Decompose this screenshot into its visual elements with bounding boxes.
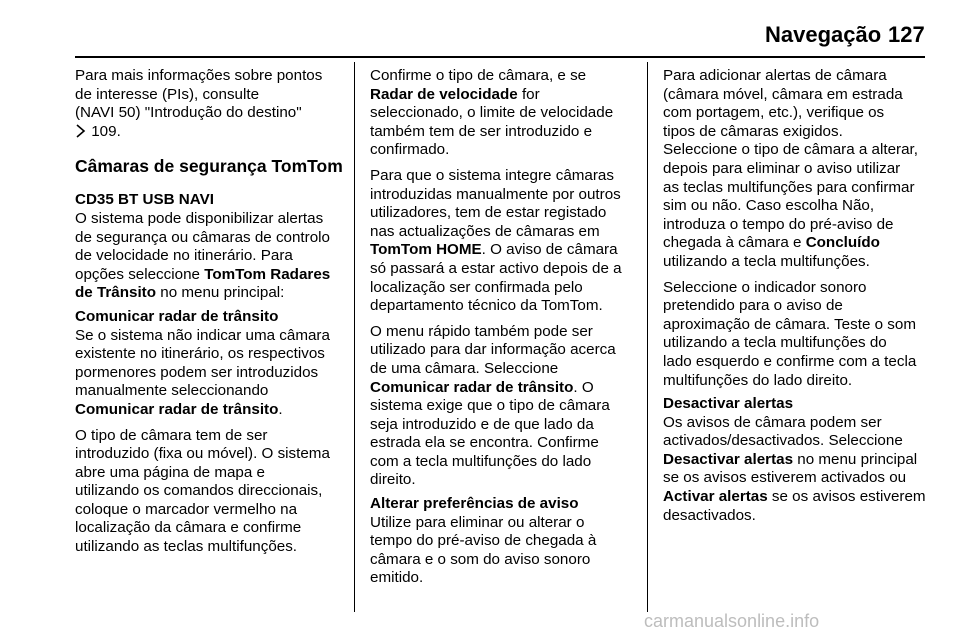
- p2-line-4: manualmente seleccionando: [75, 382, 269, 400]
- p1-line-1: Confirme o tipo de câmara, e se: [370, 67, 587, 84]
- p1-line-4: tipos de câmaras exigidos.: [663, 122, 843, 140]
- p2-line-1: Se o sistema não indicar uma câmara: [75, 326, 330, 344]
- p2-line-5: TomTom HOME. O aviso de câmara: [370, 241, 618, 259]
- p2-line-8: departamento técnico da TomTom.: [370, 297, 603, 315]
- p3-line-8: com a tecla multifunções do lado: [370, 452, 592, 470]
- p1-line-11: utilizando a tecla multifunções.: [663, 252, 870, 270]
- p2-line-5: Comunicar radar de trânsito.: [75, 400, 283, 418]
- p3-line-3: Desactivar alertas no menu principal: [663, 450, 918, 468]
- p2-line-3: utilizadores, tem de estar registado: [370, 204, 607, 222]
- model-heading: CD35 BT USB NAVI: [75, 191, 214, 209]
- intro-reference-page[interactable]: 109.: [91, 122, 121, 140]
- p2-line-2: pretendido para o aviso de: [663, 297, 843, 315]
- p4-line-1: Utilize para eliminar ou alterar o: [370, 513, 585, 531]
- p3-line-2: introduzido (fixa ou móvel). O sistema: [75, 445, 330, 463]
- section-heading: Câmaras de segurança TomTom: [75, 156, 343, 177]
- p3-line-6: localização da câmara e confirme: [75, 519, 302, 537]
- p3-line-2: utilizado para dar informação acerca: [370, 341, 616, 359]
- p3-line-5: Activar alertas se os avisos estiverem: [663, 488, 926, 506]
- p1-line-5: confirmado.: [370, 141, 450, 159]
- p1-line-1: O sistema pode disponibilizar alertas: [75, 209, 324, 227]
- p2-line-2: existente no itinerário, os respectivos: [75, 345, 325, 363]
- header-rule: [75, 56, 925, 58]
- p2-line-1: Seleccione o indicador sonoro: [663, 278, 867, 296]
- p4-line-2: tempo do pré-aviso de chegada à: [370, 532, 597, 550]
- p1-line-5: de Trânsito no menu principal:: [75, 284, 285, 302]
- column-divider-1: [354, 62, 355, 612]
- p2-line-6: só passará a estar activo depois de a: [370, 259, 622, 277]
- intro-line-1: Para mais informações sobre pontos: [75, 67, 323, 84]
- p3-line-6: seja introduzido e de que lado da: [370, 415, 594, 433]
- p1-line-9: introduza o tempo do pré-aviso de: [663, 215, 894, 233]
- p1-line-10: chegada à câmara e Concluído: [663, 234, 880, 252]
- p4-line-3: câmara e o som do aviso sonoro: [370, 550, 591, 568]
- p3-line-9: direito.: [370, 471, 416, 489]
- p2-line-3: pormenores podem ser introduzidos: [75, 363, 319, 381]
- p1-line-7: as teclas multifunções para confirmar: [663, 178, 915, 196]
- p3-line-3: de uma câmara. Seleccione: [370, 359, 559, 377]
- subheading-disable-alerts: Desactivar alertas: [663, 395, 794, 413]
- p3-line-2: activados/desactivados. Seleccione: [663, 432, 903, 450]
- page-number: 127: [888, 22, 925, 47]
- p3-line-3: abre uma página de mapa e: [75, 463, 265, 481]
- p3-line-4: utilizando os comandos direccionais,: [75, 482, 323, 500]
- p3-line-1: O menu rápido também pode ser: [370, 322, 593, 340]
- p3-line-4: Comunicar radar de trânsito. O: [370, 378, 594, 396]
- p1-line-4: opções seleccione TomTom Radares: [75, 265, 331, 283]
- p1-line-1: Para adicionar alertas de câmara: [663, 67, 887, 84]
- p2-line-2: introduzidas manualmente por outros: [370, 185, 621, 203]
- column-2: [370, 67, 638, 588]
- p3-line-7: utilizando as teclas multifunções.: [75, 538, 298, 556]
- page-header: [0, 0, 960, 58]
- p1-line-3: de velocidade no itinerário. Para: [75, 247, 293, 265]
- p2-line-4: nas actualizações de câmaras em: [370, 222, 600, 240]
- p1-line-3: seleccionado, o limite de velocidade: [370, 104, 614, 122]
- column-divider-2: [647, 62, 648, 612]
- p3-line-4: se os avisos estiverem activados ou: [663, 469, 907, 487]
- p1-line-8: sim ou não. Caso escolha Não,: [663, 197, 875, 215]
- p1-line-2: Radar de velocidade for: [370, 85, 540, 103]
- intro-line-2: de interesse (PIs), consulte: [75, 85, 260, 103]
- p2-line-6: multifunções do lado direito.: [663, 371, 853, 389]
- column-3: [663, 67, 933, 525]
- p1-line-5: Seleccione o tipo de câmara a alterar,: [663, 141, 918, 159]
- p3-line-1: Os avisos de câmara podem ser: [663, 413, 882, 431]
- p2-line-5: lado esquerdo e confirme com a tecla: [663, 352, 917, 370]
- p3-line-5: coloque o marcador vermelho na: [75, 500, 298, 518]
- page-title: Navegação: [765, 22, 882, 47]
- p1-line-6: depois para eliminar o aviso utilizar: [663, 159, 901, 177]
- p2-line-3: aproximação de câmara. Teste o som: [663, 315, 916, 333]
- p1-line-3: com portagem, etc.), verifique os: [663, 104, 885, 122]
- p1-line-2: de segurança ou câmaras de controlo: [75, 228, 330, 246]
- column-1: [75, 67, 343, 557]
- p3-line-5: sistema exige que o tipo de câmara: [370, 397, 610, 415]
- intro-ref-line[interactable]: [75, 123, 343, 142]
- p2-line-7: localização ser confirmada pelo: [370, 278, 583, 296]
- subheading-report-radar: Comunicar radar de trânsito: [75, 307, 279, 325]
- p2-line-1: Para que o sistema integre câmaras: [370, 166, 614, 184]
- page-reference-arrow-icon: [75, 124, 87, 138]
- p4-line-4: emitido.: [370, 569, 424, 587]
- p1-line-4: também tem de ser introduzido e: [370, 122, 593, 140]
- p1-line-2: (câmara móvel, câmara em estrada: [663, 85, 903, 103]
- subheading-warning-prefs: Alterar preferências de aviso: [370, 495, 579, 513]
- p3-line-6: desactivados.: [663, 506, 756, 524]
- intro-line-3: (NAVI 50) "Introdução do destino": [75, 104, 302, 122]
- p2-line-4: utilizando a tecla multifunções do: [663, 334, 887, 352]
- p3-line-7: estrada ela se encontra. Confirme: [370, 434, 599, 452]
- watermark: carmanualsonline.info: [644, 611, 820, 631]
- p3-line-1: O tipo de câmara tem de ser: [75, 426, 268, 444]
